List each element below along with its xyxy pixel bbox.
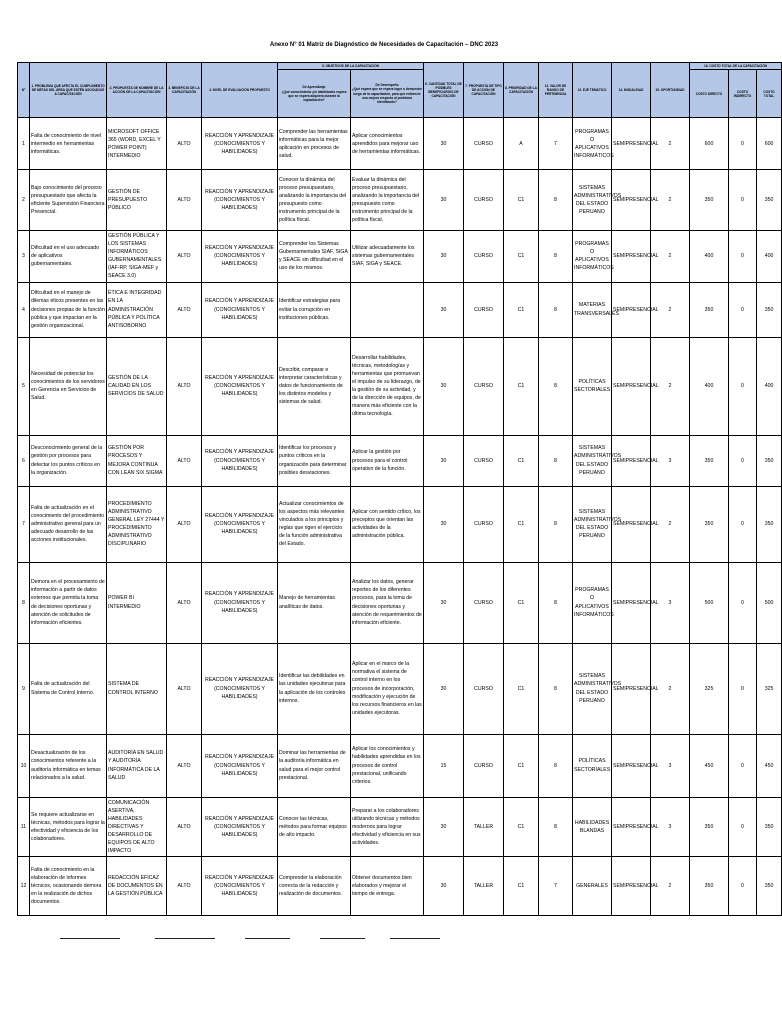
cantidad-cell: 30 bbox=[424, 435, 464, 486]
nivel-cell: REACCIÓN Y APRENDIZAJE (CONOCIMIENTOS Y HABILIDADES) bbox=[202, 734, 278, 797]
costo-indirecto-cell: 0 bbox=[729, 435, 757, 486]
costo-total-cell: 350 bbox=[757, 435, 782, 486]
modalidad-cell: SEMIPRESENCIAL bbox=[612, 435, 651, 486]
tipo-cell: CURSO bbox=[464, 170, 504, 231]
prioridad-cell: C1 bbox=[504, 231, 539, 282]
prioridad-cell: C1 bbox=[504, 856, 539, 915]
desempeno-cell: Aplicar los conocimientos y habilidades aprendidas en los procesos de control prestacional, unificando criterios. bbox=[351, 734, 424, 797]
nivel-cell: REACCIÓN Y APRENDIZAJE (CONOCIMIENTOS Y HABILIDADES) bbox=[202, 170, 278, 231]
header-desempeno-title: De Desempeño bbox=[375, 83, 399, 88]
desempeno-cell: Aplicar la gestión por procesos para el control operativo de la función. bbox=[351, 435, 424, 486]
prioridad-cell: C1 bbox=[504, 486, 539, 562]
header-objetivos: 5. OBJETIVOS DE LA CAPACITACIÓN bbox=[278, 63, 424, 70]
problema-cell: Necesidad de potenciar los conocimientos de los servidores en Gerencia en Servicios de Salud. bbox=[30, 337, 107, 435]
header-beneficio: 3. BENEFICIO DE LA CAPACITACIÓN bbox=[167, 63, 202, 118]
beneficio-cell: ALTO bbox=[167, 562, 202, 643]
costo-indirecto-cell: 0 bbox=[729, 486, 757, 562]
cantidad-cell: 30 bbox=[424, 856, 464, 915]
oportunidad-cell: 3 bbox=[651, 435, 690, 486]
problema-cell: Se requiere actualizarse en técnicas, métodos para lograr la efectividad y eficiencia de los colaboradores. bbox=[30, 797, 107, 856]
problema-cell: Falta de actualización en el conocimiento del procedimiento administrativo general para un adecuado desarrollo de las acciones institucionales. bbox=[30, 486, 107, 562]
table-row bbox=[18, 435, 782, 486]
valor-cell: 8 bbox=[539, 643, 573, 734]
propuesta-cell: ÉTICA E INTEGRIDAD EN LA ADMINISTRACIÓN PÚBLICA Y POLÍTICA ANTISOBORNO bbox=[107, 282, 167, 337]
dnc-matrix-table bbox=[17, 62, 782, 916]
desempeno-cell: Obtener documentos bien elaborados y mejorar el tiempo de entrega. bbox=[351, 856, 424, 915]
costo-total-cell: 400 bbox=[757, 231, 782, 282]
table-row bbox=[18, 734, 782, 797]
propuesta-cell: MICROSOFT OFFICE 365 (WORD, EXCEL Y POWER POINT) INTERMEDIO bbox=[107, 118, 167, 170]
table-row bbox=[18, 118, 782, 170]
problema-cell: Desconocimiento general de la gestión por procesos para detectar los puntos críticos en la organización. bbox=[30, 435, 107, 486]
aprendizaje-cell: Identificar las debilidades en las unidades ejecutoras para la aplicación de los controles internos. bbox=[278, 643, 351, 734]
aprendizaje-cell: Conocer las técnicas, métodos para formar equipos de alto impacto. bbox=[278, 797, 351, 856]
costo-directo-cell: 450 bbox=[690, 734, 729, 797]
propuesta-cell: SISTEMA DE CONTROL INTERNO bbox=[107, 643, 167, 734]
header-costo-directo: COSTO DIRECTO bbox=[690, 70, 729, 118]
row-number: 2 bbox=[18, 170, 30, 231]
modalidad-cell: SEMIPRESENCIAL bbox=[612, 170, 651, 231]
aprendizaje-cell: Manejo de herramientas analíticas de datos. bbox=[278, 562, 351, 643]
costo-total-cell: 350 bbox=[757, 282, 782, 337]
modalidad-cell: SEMIPRESENCIAL bbox=[612, 797, 651, 856]
cantidad-cell: 15 bbox=[424, 734, 464, 797]
costo-directo-cell: 350 bbox=[690, 797, 729, 856]
nivel-cell: REACCIÓN Y APRENDIZAJE (CONOCIMIENTOS Y HABILIDADES) bbox=[202, 282, 278, 337]
table-row bbox=[18, 231, 782, 282]
beneficio-cell: ALTO bbox=[167, 435, 202, 486]
problema-cell: Bajo conocimiento del proceso presupuestario que afecta la eficiente Supervisión Financiera Presencial. bbox=[30, 170, 107, 231]
beneficio-cell: ALTO bbox=[167, 797, 202, 856]
desempeno-cell: Aplicar con sentido crítico, los preceptos que orientan las actividades de la administración pública. bbox=[351, 486, 424, 562]
costo-indirecto-cell: 0 bbox=[729, 337, 757, 435]
problema-cell: Dificultad en el manejo de dilemas éticos presentes en las decisiones propias de la función pública y que impactan en la gestión organizacional. bbox=[30, 282, 107, 337]
eje-cell: PROGRAMAS O APLICATIVOS INFORMÁTICOS bbox=[573, 231, 612, 282]
row-number: 8 bbox=[18, 562, 30, 643]
row-number: 4 bbox=[18, 282, 30, 337]
nivel-cell: REACCIÓN Y APRENDIZAJE (CONOCIMIENTOS Y HABILIDADES) bbox=[202, 856, 278, 915]
footer-line bbox=[390, 938, 440, 939]
prioridad-cell: C1 bbox=[504, 435, 539, 486]
tipo-cell: CURSO bbox=[464, 643, 504, 734]
cantidad-cell: 30 bbox=[424, 231, 464, 282]
costo-total-cell: 450 bbox=[757, 734, 782, 797]
costo-total-cell: 500 bbox=[757, 562, 782, 643]
table-row bbox=[18, 797, 782, 856]
costo-directo-cell: 350 bbox=[690, 486, 729, 562]
table-row bbox=[18, 643, 782, 734]
propuesta-cell: GESTIÓN PÚBLICA Y LOS SISTEMAS INFORMÁTICOS GUBERNAMENTALES (IAF-RP, SIGA-MEF y SEACE 3.0) bbox=[107, 231, 167, 282]
eje-cell: PROGRAMAS O APLICATIVOS INFORMÁTICOS bbox=[573, 118, 612, 170]
prioridad-cell: C1 bbox=[504, 734, 539, 797]
matrix-body bbox=[18, 118, 782, 916]
valor-cell: 8 bbox=[539, 562, 573, 643]
row-number: 7 bbox=[18, 486, 30, 562]
nivel-cell: REACCIÓN Y APRENDIZAJE (CONOCIMIENTOS Y HABILIDADES) bbox=[202, 486, 278, 562]
nivel-cell: REACCIÓN Y APRENDIZAJE (CONOCIMIENTOS Y HABILIDADES) bbox=[202, 337, 278, 435]
modalidad-cell: SEMIPRESENCIAL bbox=[612, 282, 651, 337]
prioridad-cell: A bbox=[504, 118, 539, 170]
table-row bbox=[18, 282, 782, 337]
propuesta-cell: POWER BI INTERMEDIO bbox=[107, 562, 167, 643]
modalidad-cell: SEMIPRESENCIAL bbox=[612, 856, 651, 915]
nivel-cell: REACCIÓN Y APRENDIZAJE (CONOCIMIENTOS Y HABILIDADES) bbox=[202, 643, 278, 734]
footer-line bbox=[320, 938, 365, 939]
desempeno-cell: Aplicar en el marco de la normativa el sistema de control interno en los procesos de incorporación, modificación y ejecución de los recursos financieros en las unidades ejecutoras. bbox=[351, 643, 424, 734]
cantidad-cell: 30 bbox=[424, 282, 464, 337]
prioridad-cell: C1 bbox=[504, 170, 539, 231]
propuesta-cell: COMUNICACIÓN ASERTIVA, HABILIDADES DIRECTIVAS Y DESARROLLO DE EQUIPOS DE ALTO IMPACTO bbox=[107, 797, 167, 856]
valor-cell: 8 bbox=[539, 282, 573, 337]
footer-line bbox=[60, 938, 120, 939]
modalidad-cell: SEMIPRESENCIAL bbox=[612, 734, 651, 797]
oportunidad-cell: 2 bbox=[651, 170, 690, 231]
costo-indirecto-cell: 0 bbox=[729, 562, 757, 643]
costo-indirecto-cell: 0 bbox=[729, 856, 757, 915]
beneficio-cell: ALTO bbox=[167, 856, 202, 915]
aprendizaje-cell: Actualizar conocimientos de los aspectos más relevantes vinculados a los principios y reglas que rigen el ejercicio de la función administrativa del Estado. bbox=[278, 486, 351, 562]
beneficio-cell: ALTO bbox=[167, 643, 202, 734]
nivel-cell: REACCIÓN Y APRENDIZAJE (CONOCIMIENTOS Y HABILIDADES) bbox=[202, 562, 278, 643]
header-aprendizaje bbox=[278, 70, 351, 118]
costo-total-cell: 350 bbox=[757, 797, 782, 856]
costo-directo-cell: 600 bbox=[690, 118, 729, 170]
header-tipo: 7. PROPUESTA DE TIPO DE ACCIÓN DE CAPACITACIÓN bbox=[464, 63, 504, 118]
prioridad-cell: C1 bbox=[504, 562, 539, 643]
costo-indirecto-cell: 0 bbox=[729, 170, 757, 231]
propuesta-cell: GESTIÓN DE LA CALIDAD EN LOS SERVICIOS DE SALUD bbox=[107, 337, 167, 435]
costo-indirecto-cell: 0 bbox=[729, 231, 757, 282]
eje-cell: SISTEMAS ADMINISTRATIVOS DEL ESTADO PERUANO bbox=[573, 170, 612, 231]
table-row bbox=[18, 856, 782, 915]
cantidad-cell: 30 bbox=[424, 337, 464, 435]
modalidad-cell: SEMIPRESENCIAL bbox=[612, 486, 651, 562]
oportunidad-cell: 2 bbox=[651, 856, 690, 915]
costo-total-cell: 350 bbox=[757, 170, 782, 231]
costo-indirecto-cell: 0 bbox=[729, 643, 757, 734]
tipo-cell: CURSO bbox=[464, 562, 504, 643]
oportunidad-cell: 3 bbox=[651, 797, 690, 856]
modalidad-cell: SEMIPRESENCIAL bbox=[612, 118, 651, 170]
propuesta-cell: REDACCIÓN EFICAZ DE DOCUMENTOS EN LA GESTIÓN PÚBLICA bbox=[107, 856, 167, 915]
costo-directo-cell: 350 bbox=[690, 856, 729, 915]
valor-cell: 8 bbox=[539, 337, 573, 435]
beneficio-cell: ALTO bbox=[167, 118, 202, 170]
valor-cell: 8 bbox=[539, 231, 573, 282]
tipo-cell: CURSO bbox=[464, 118, 504, 170]
header-costo-indirecto: COSTO INDIRECTO bbox=[729, 70, 757, 118]
beneficio-cell: ALTO bbox=[167, 486, 202, 562]
nivel-cell: REACCIÓN Y APRENDIZAJE (CONOCIMIENTOS Y HABILIDADES) bbox=[202, 797, 278, 856]
eje-cell: SISTEMAS ADMINISTRATIVOS DEL ESTADO PERUANO bbox=[573, 435, 612, 486]
cantidad-cell: 30 bbox=[424, 797, 464, 856]
tipo-cell: CURSO bbox=[464, 435, 504, 486]
header-cantidad: 6. CANTIDAD TOTAL DE POSIBLES BENEFICIARIOS DE CAPACITACIÓN bbox=[424, 63, 464, 118]
propuesta-cell: AUDITORÍA EN SALUD Y AUDITORÍA INFORMÁTICA DE LA SALUD bbox=[107, 734, 167, 797]
prioridad-cell: C1 bbox=[504, 337, 539, 435]
row-number: 10 bbox=[18, 734, 30, 797]
oportunidad-cell: 2 bbox=[651, 231, 690, 282]
table-row bbox=[18, 486, 782, 562]
tipo-cell: CURSO bbox=[464, 231, 504, 282]
row-number: 5 bbox=[18, 337, 30, 435]
oportunidad-cell: 3 bbox=[651, 562, 690, 643]
modalidad-cell: SEMIPRESENCIAL bbox=[612, 231, 651, 282]
eje-cell: POLÍTICAS SECTORIALES bbox=[573, 734, 612, 797]
valor-cell: 7 bbox=[539, 118, 573, 170]
row-number: 12 bbox=[18, 856, 30, 915]
nivel-cell: REACCIÓN Y APRENDIZAJE (CONOCIMIENTOS Y HABILIDADES) bbox=[202, 435, 278, 486]
costo-total-cell: 350 bbox=[757, 486, 782, 562]
aprendizaje-cell: Comprender los Sistemas Gubernamentales SIAF, SIGA y SEACE sin dificultad en el uso de los mismos. bbox=[278, 231, 351, 282]
modalidad-cell: SEMIPRESENCIAL bbox=[612, 562, 651, 643]
aprendizaje-cell: Identificar los procesos y puntos críticos en la organización para determinar posibles desviaciones. bbox=[278, 435, 351, 486]
table-row bbox=[18, 562, 782, 643]
tipo-cell: CURSO bbox=[464, 486, 504, 562]
problema-cell: Falta de actualización del Sistema de Control Interno. bbox=[30, 643, 107, 734]
header-desempeno-question: ¿Qué espera que se espera logre o demuestre luego de la capacitación, para que evidencie una mejora respecto al problema identificado? bbox=[352, 87, 422, 104]
aprendizaje-cell: Identificar estrategias para evitar la corrupción en instituciones públicas. bbox=[278, 282, 351, 337]
propuesta-cell: GESTIÓN POR PROCESOS Y MEJORA CONTINUA CON LEAN SIX SIGMA bbox=[107, 435, 167, 486]
eje-cell: HABILIDADES BLANDAS bbox=[573, 797, 612, 856]
costo-total-cell: 325 bbox=[757, 643, 782, 734]
cantidad-cell: 30 bbox=[424, 118, 464, 170]
oportunidad-cell: 2 bbox=[651, 643, 690, 734]
nivel-cell: REACCIÓN Y APRENDIZAJE (CONOCIMIENTOS Y HABILIDADES) bbox=[202, 118, 278, 170]
header-problema: 1. PROBLEMA QUE AFECTA EL CUMPLIMIENTO DE METAS DEL ÁREA QUE ESTÉN ASOCIADOS A CAPACITACIÓN bbox=[30, 63, 107, 118]
desempeno-cell: Evaluar la dinámica del proceso presupuestario, analizando la importancia del presupuesto como instrumento principal de la política fiscal. bbox=[351, 170, 424, 231]
table-row bbox=[18, 170, 782, 231]
row-number: 3 bbox=[18, 231, 30, 282]
modalidad-cell: SEMIPRESENCIAL bbox=[612, 643, 651, 734]
beneficio-cell: ALTO bbox=[167, 231, 202, 282]
row-number: 1 bbox=[18, 118, 30, 170]
header-oportunidad: 15. OPORTUNIDAD bbox=[651, 63, 690, 118]
desempeno-cell: Analizar los datos, generar reportes de los diferentes procesos, para la toma de decisiones oportunas y atención de requerimientos de información eficiente. bbox=[351, 562, 424, 643]
valor-cell: 8 bbox=[539, 170, 573, 231]
beneficio-cell: ALTO bbox=[167, 282, 202, 337]
modalidad-cell: SEMIPRESENCIAL bbox=[612, 337, 651, 435]
cantidad-cell: 30 bbox=[424, 170, 464, 231]
costo-total-cell: 600 bbox=[757, 118, 782, 170]
costo-directo-cell: 350 bbox=[690, 170, 729, 231]
prioridad-cell: C1 bbox=[504, 282, 539, 337]
header-propuesta: 2. PROPUESTA DE NOMBRE DE LA ACCIÓN DE LA CAPACITACIÓN bbox=[107, 63, 167, 118]
beneficio-cell: ALTO bbox=[167, 734, 202, 797]
prioridad-cell: C1 bbox=[504, 643, 539, 734]
eje-cell: PROGRAMAS O APLICATIVOS INFORMÁTICOS bbox=[573, 562, 612, 643]
tipo-cell: CURSO bbox=[464, 282, 504, 337]
desempeno-cell bbox=[351, 282, 424, 337]
aprendizaje-cell: Conocer la dinámica del proceso presupuestario, analizando la importancia del presupuesto como instrumento principal de la política fiscal. bbox=[278, 170, 351, 231]
eje-cell: POLÍTICAS SECTORIALES bbox=[573, 337, 612, 435]
desempeno-cell: Preparar a los colaboradores utilizando técnicas y métodos modernos para lograr efectividad y eficiencia en sus actividades. bbox=[351, 797, 424, 856]
prioridad-cell: C1 bbox=[504, 797, 539, 856]
header-valor: 12. VALOR DE RANGO DE PERTINENCIA bbox=[539, 63, 573, 118]
tipo-cell: CURSO bbox=[464, 337, 504, 435]
cantidad-cell: 30 bbox=[424, 486, 464, 562]
oportunidad-cell: 2 bbox=[651, 337, 690, 435]
costo-directo-cell: 325 bbox=[690, 643, 729, 734]
desempeno-cell: Aplicar conocimientos aprendidos para mejorar uso de herramientas informáticas. bbox=[351, 118, 424, 170]
costo-indirecto-cell: 0 bbox=[729, 282, 757, 337]
problema-cell: Desactualización de los conocimientos referente a la auditoría informática en temas relacionados a la salud. bbox=[30, 734, 107, 797]
valor-cell: 8 bbox=[539, 486, 573, 562]
header-modalidad: 14. MODALIDAD bbox=[612, 63, 651, 118]
problema-cell: Falta de conocimiento de nivel intermedio en herramientas informáticas. bbox=[30, 118, 107, 170]
footer-line bbox=[155, 938, 215, 939]
document-title: Anexo N° 01 Matriz de Diagnóstico de Necesidades de Capacitación – DNC 2023 bbox=[269, 42, 499, 48]
eje-cell: SISTEMAS ADMINISTRATIVOS DEL ESTADO PERUANO bbox=[573, 643, 612, 734]
oportunidad-cell: 3 bbox=[651, 734, 690, 797]
oportunidad-cell: 2 bbox=[651, 118, 690, 170]
problema-cell: Dificultad en el uso adecuado de aplicativos gubernamentales. bbox=[30, 231, 107, 282]
header-costo-total-group: 16. COSTO TOTAL DE LA CAPACITACIÓN bbox=[690, 63, 782, 70]
header-num: N° bbox=[18, 63, 30, 118]
costo-indirecto-cell: 0 bbox=[729, 797, 757, 856]
eje-cell: SISTEMAS ADMINISTRATIVOS DEL ESTADO PERUANO bbox=[573, 486, 612, 562]
eje-cell: MATERIAS TRANSVERSALES bbox=[573, 282, 612, 337]
cantidad-cell: 30 bbox=[424, 643, 464, 734]
footer-underlines bbox=[60, 938, 700, 940]
eje-cell: GENERALES bbox=[573, 856, 612, 915]
oportunidad-cell: 2 bbox=[651, 282, 690, 337]
beneficio-cell: ALTO bbox=[167, 337, 202, 435]
header-eje: 13. EJE TEMÁTICO bbox=[573, 63, 612, 118]
valor-cell: 8 bbox=[539, 797, 573, 856]
cantidad-cell: 30 bbox=[424, 562, 464, 643]
desempeno-cell: Desarrollar habilidades, técnicas, metodologías y herramientas que promuevan el impulso de su liderazgo, de la gestión de su actividad, y de la dirección de equipos, de manera más eficiente con la última tecnología. bbox=[351, 337, 424, 435]
row-number: 11 bbox=[18, 797, 30, 856]
header-aprendizaje-question: ¿Qué conocimiento y/o habilidades espera que se espera adquiera durante la capacitación? bbox=[281, 89, 347, 102]
tipo-cell: TALLER bbox=[464, 856, 504, 915]
header-desempeno bbox=[351, 70, 424, 118]
costo-directo-cell: 350 bbox=[690, 282, 729, 337]
desempeno-cell: Utilizar adecuadamente los sistemas gubernamentales SIAF, SIGA y SEACE. bbox=[351, 231, 424, 282]
oportunidad-cell: 2 bbox=[651, 486, 690, 562]
costo-total-cell: 400 bbox=[757, 337, 782, 435]
aprendizaje-cell: Dominar las herramientas de la auditoría informática en salud para el mejor control prestacional. bbox=[278, 734, 351, 797]
valor-cell: 7 bbox=[539, 856, 573, 915]
costo-indirecto-cell: 0 bbox=[729, 734, 757, 797]
header-prioridad: 8. PRIORIDAD DE LA CAPACITACIÓN bbox=[504, 63, 539, 118]
row-number: 9 bbox=[18, 643, 30, 734]
beneficio-cell: ALTO bbox=[167, 170, 202, 231]
tipo-cell: TALLER bbox=[464, 797, 504, 856]
valor-cell: 8 bbox=[539, 734, 573, 797]
propuesta-cell: PROCEDIMIENTO ADMINISTRATIVO GENERAL LEY 27444 Y PROCEDIMIENTO ADMINISTRATIVO DISCIPLINARIO bbox=[107, 486, 167, 562]
nivel-cell: REACCIÓN Y APRENDIZAJE (CONOCIMIENTOS Y HABILIDADES) bbox=[202, 231, 278, 282]
costo-directo-cell: 350 bbox=[690, 435, 729, 486]
costo-directo-cell: 400 bbox=[690, 337, 729, 435]
table-row bbox=[18, 337, 782, 435]
header-costo-total: COSTO TOTAL bbox=[757, 70, 782, 118]
aprendizaje-cell: Comprender la elaboración correcta de la redacción y realización de documentos. bbox=[278, 856, 351, 915]
valor-cell: 8 bbox=[539, 435, 573, 486]
costo-directo-cell: 400 bbox=[690, 231, 729, 282]
propuesta-cell: GESTIÓN DE PRESUPUESTO PÚBLICO bbox=[107, 170, 167, 231]
footer-line bbox=[245, 938, 290, 939]
costo-indirecto-cell: 0 bbox=[729, 118, 757, 170]
costo-total-cell: 350 bbox=[757, 856, 782, 915]
row-number: 6 bbox=[18, 435, 30, 486]
problema-cell: Falta de conocimiento en la elaboración de informes técnicos, ocasionando demora en la realización de dichos documentos. bbox=[30, 856, 107, 915]
aprendizaje-cell: Describir, comparar e interpretar características y datos de funcionamiento de los distintos modelos y sistemas de salud. bbox=[278, 337, 351, 435]
aprendizaje-cell: Comprender las herramientas informáticas para la mejor aplicación en procesos de salud. bbox=[278, 118, 351, 170]
problema-cell: Demora en el procesamiento de información a partir de datos externos que permita la toma de decisiones oportunas y atención de solicitudes de información eficientes. bbox=[30, 562, 107, 643]
header-nivel: 4. NIVEL DE EVALUACIÓN PROPUESTO bbox=[202, 63, 278, 118]
tipo-cell: CURSO bbox=[464, 734, 504, 797]
header-aprendizaje-title: De Aprendizaje bbox=[302, 85, 326, 90]
costo-directo-cell: 500 bbox=[690, 562, 729, 643]
